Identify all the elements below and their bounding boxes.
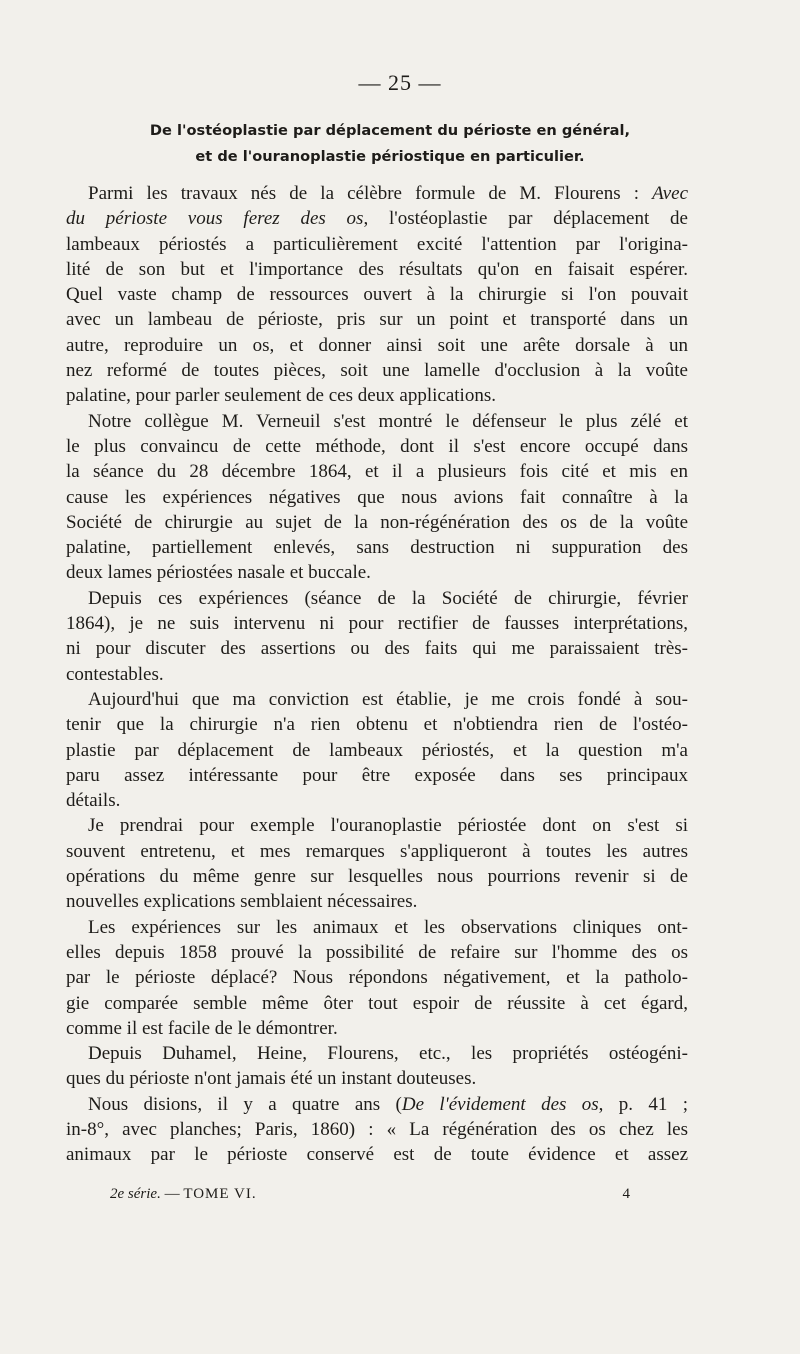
heading-line-2: et de l'ouranoplastie périostique en particulier. bbox=[195, 148, 585, 165]
text-line: palatine, partiellement enlevés, sans destruction ni suppuration des bbox=[66, 537, 688, 559]
text-line: Nous disions, il y a quatre ans (De l'évidement des os, p. 41 ; bbox=[88, 1093, 689, 1115]
text-line: contestables. bbox=[66, 663, 164, 685]
text-line: animaux par le périoste conservé est de toute évidence et assez bbox=[66, 1144, 688, 1166]
paragraph-2 bbox=[66, 409, 688, 586]
footer-series: 2e série. bbox=[110, 1186, 161, 1202]
text-line: avec un lambeau de périoste, pris sur un point et transporté dans un bbox=[66, 309, 688, 331]
text-line: du périoste vous ferez des os, l'ostéoplastie par déplacement de bbox=[66, 208, 688, 230]
text-line: le plus convaincu de cette méthode, dont il s'est encore occupé dans bbox=[66, 435, 688, 457]
text-line: Quel vaste champ de ressources ouvert à la chirurgie si l'on pouvait bbox=[66, 284, 688, 306]
section-heading bbox=[100, 118, 680, 170]
paragraph-7 bbox=[66, 1041, 688, 1092]
text-line: détails. bbox=[66, 790, 121, 812]
paragraph-1 bbox=[66, 181, 688, 409]
text-line: la séance du 28 décembre 1864, et il a plusieurs fois cité et mis en bbox=[66, 461, 688, 483]
text-line: Société de chirurgie au sujet de la non-régénération des os de la voûte bbox=[66, 511, 688, 533]
text-line: deux lames périostées nasale et buccale. bbox=[66, 562, 371, 584]
text-line: ni pour discuter des assertions ou des faits qui me paraissaient très- bbox=[66, 638, 688, 660]
paragraph-6 bbox=[66, 915, 688, 1041]
text-line: cause les expériences négatives que nous avions fait connaître à la bbox=[66, 486, 688, 508]
text-line: opérations du même genre sur lesquelles nous pourrions revenir si de bbox=[66, 866, 688, 888]
text-line: Aujourd'hui que ma conviction est établie, je me crois fondé à sou- bbox=[88, 688, 688, 710]
footer-signature-mark: 4 bbox=[622, 1186, 630, 1202]
text-line: elles depuis 1858 prouvé la possibilité de refaire sur l'homme des os bbox=[66, 941, 688, 963]
text-line: in-8°, avec planches; Paris, 1860) : « La régénération des os chez les bbox=[66, 1118, 688, 1140]
text-line: autre, reproduire un os, et donner ainsi soit une arête dorsale à un bbox=[66, 334, 688, 356]
text-line: lambeaux périostés a particulièrement excité l'attention par l'origina- bbox=[66, 233, 688, 255]
footer-volume bbox=[110, 1186, 257, 1203]
footer-dash: — bbox=[164, 1186, 180, 1202]
text-line: ques du périoste n'ont jamais été un instant douteuses. bbox=[66, 1068, 477, 1090]
text-line: tenir que la chirurgie n'a rien obtenu et n'obtiendra rien de l'ostéo- bbox=[66, 714, 688, 736]
paragraph-5 bbox=[66, 813, 688, 914]
page-number: — 25 — bbox=[358, 70, 442, 95]
text-line: palatine, pour parler seulement de ces deux applications. bbox=[66, 385, 496, 407]
text-line: souvent entretenu, et mes remarques s'appliqueront à toutes les autres bbox=[66, 840, 688, 862]
text-line: Notre collègue M. Verneuil s'est montré le défenseur le plus zélé et bbox=[88, 410, 688, 432]
text-line: nouvelles explications semblaient nécessaires. bbox=[66, 891, 418, 913]
paragraph-8 bbox=[66, 1092, 688, 1168]
text-line: nez reformé de toutes pièces, soit une lamelle d'occlusion à la voûte bbox=[66, 360, 688, 382]
text-line: Depuis ces expériences (séance de la Société de chirurgie, février bbox=[88, 587, 688, 609]
text-line: plastie par déplacement de lambeaux périostés, et la question m'a bbox=[66, 739, 688, 761]
paragraph-3 bbox=[66, 586, 688, 687]
paragraph-4 bbox=[66, 687, 688, 813]
text-line: gie comparée semble même ôter tout espoir de réussite à cet égard, bbox=[66, 992, 688, 1014]
heading-line-1: De l'ostéoplastie par déplacement du périoste en général, bbox=[149, 122, 631, 139]
text-line: paru assez intéressante pour être exposée dans ses principaux bbox=[66, 764, 688, 786]
text-line: par le périoste déplacé? Nous répondons négativement, et la patholo- bbox=[66, 967, 688, 989]
footer-tome: TOME VI. bbox=[183, 1186, 257, 1202]
text-line: Depuis Duhamel, Heine, Flourens, etc., les propriétés ostéogéni- bbox=[88, 1043, 688, 1065]
text-line: comme il est facile de le démontrer. bbox=[66, 1017, 338, 1039]
text-line: Les expériences sur les animaux et les observations cliniques ont- bbox=[88, 916, 688, 938]
text-line: lité de son but et l'importance des résultats qu'on en faisait espérer. bbox=[66, 258, 688, 280]
text-line: Je prendrai pour exemple l'ouranoplastie périostée dont on s'est si bbox=[88, 815, 688, 837]
page-footer bbox=[110, 1186, 630, 1203]
text-line: 1864), je ne suis intervenu ni pour rectifier de fausses interprétations, bbox=[66, 613, 688, 635]
body-text bbox=[66, 181, 688, 1168]
text-line: Parmi les travaux nés de la célèbre formule de M. Flourens : Avec bbox=[88, 183, 688, 204]
